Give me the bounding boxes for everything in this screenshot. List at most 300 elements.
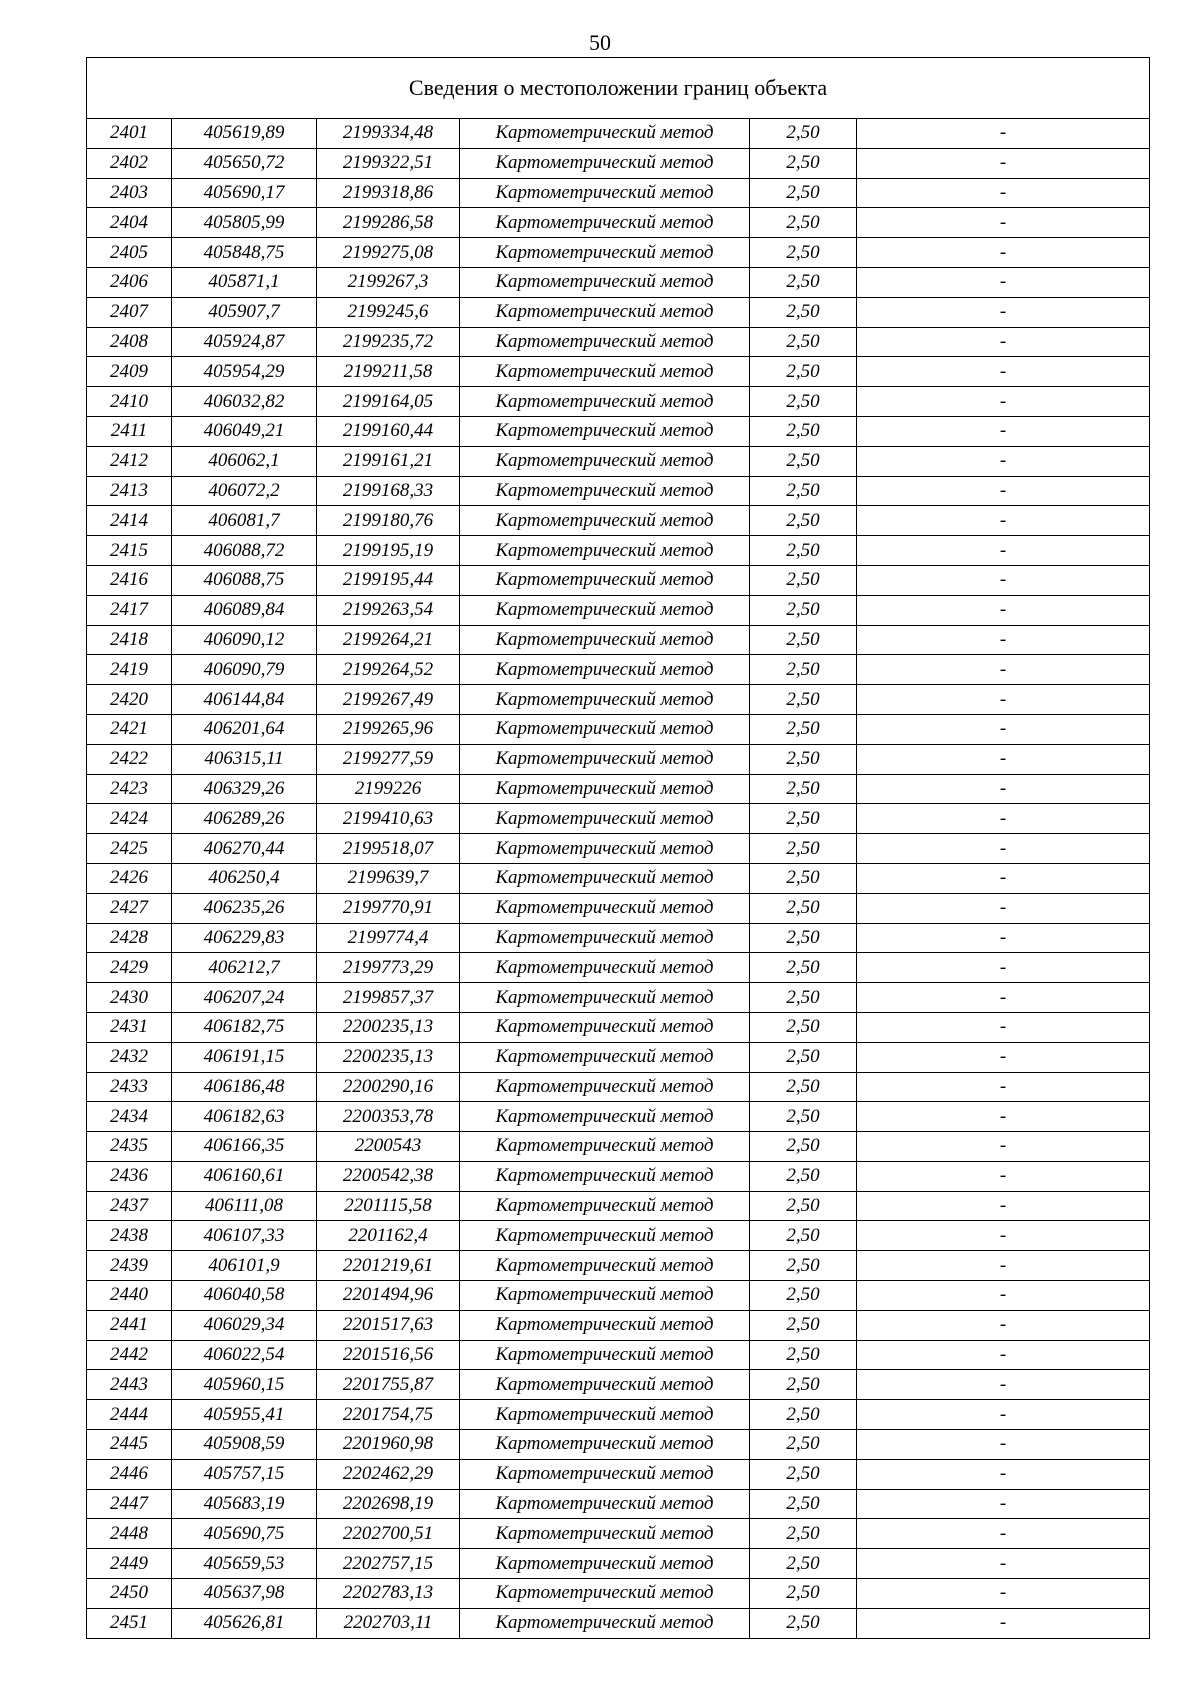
table-row — [87, 1132, 1150, 1162]
method-cell: Картометрический метод — [460, 1340, 750, 1370]
description-cell: - — [857, 1370, 1150, 1400]
y-coordinate-cell: 2201960,98 — [317, 1430, 460, 1460]
table-row — [87, 1072, 1150, 1102]
table-row — [87, 834, 1150, 864]
point-number-cell: 2437 — [87, 1191, 172, 1221]
table-row — [87, 1221, 1150, 1251]
table-row — [87, 416, 1150, 446]
x-coordinate-cell: 405908,59 — [172, 1430, 317, 1460]
point-number-cell: 2403 — [87, 178, 172, 208]
x-coordinate-cell: 406072,2 — [172, 476, 317, 506]
x-coordinate-cell: 406160,61 — [172, 1161, 317, 1191]
method-cell: Картометрический метод — [460, 208, 750, 238]
accuracy-cell: 2,50 — [750, 655, 857, 685]
point-number-cell: 2440 — [87, 1281, 172, 1311]
accuracy-cell: 2,50 — [750, 1161, 857, 1191]
table-row — [87, 1579, 1150, 1609]
description-cell: - — [857, 834, 1150, 864]
description-cell: - — [857, 714, 1150, 744]
x-coordinate-cell: 405690,17 — [172, 178, 317, 208]
point-number-cell: 2407 — [87, 297, 172, 327]
point-number-cell: 2401 — [87, 119, 172, 149]
description-cell: - — [857, 595, 1150, 625]
method-cell: Картометрический метод — [460, 119, 750, 149]
method-cell: Картометрический метод — [460, 506, 750, 536]
table-row — [87, 1608, 1150, 1638]
y-coordinate-cell: 2201162,4 — [317, 1221, 460, 1251]
y-coordinate-cell: 2199275,08 — [317, 238, 460, 268]
point-number-cell: 2410 — [87, 387, 172, 417]
point-number-cell: 2429 — [87, 953, 172, 983]
table-row — [87, 953, 1150, 983]
table-row — [87, 327, 1150, 357]
y-coordinate-cell: 2202700,51 — [317, 1519, 460, 1549]
x-coordinate-cell: 406049,21 — [172, 416, 317, 446]
y-coordinate-cell: 2199160,44 — [317, 416, 460, 446]
y-coordinate-cell: 2202462,29 — [317, 1459, 460, 1489]
point-number-cell: 2418 — [87, 625, 172, 655]
accuracy-cell: 2,50 — [750, 387, 857, 417]
table-row — [87, 1519, 1150, 1549]
x-coordinate-cell: 405805,99 — [172, 208, 317, 238]
y-coordinate-cell: 2200235,13 — [317, 1042, 460, 1072]
description-cell: - — [857, 1281, 1150, 1311]
accuracy-cell: 2,50 — [750, 238, 857, 268]
table-row — [87, 297, 1150, 327]
description-cell: - — [857, 1042, 1150, 1072]
x-coordinate-cell: 405690,75 — [172, 1519, 317, 1549]
table-row — [87, 506, 1150, 536]
method-cell: Картометрический метод — [460, 1489, 750, 1519]
accuracy-cell: 2,50 — [750, 357, 857, 387]
table-row — [87, 1430, 1150, 1460]
x-coordinate-cell: 405757,15 — [172, 1459, 317, 1489]
y-coordinate-cell: 2199226 — [317, 774, 460, 804]
point-number-cell: 2406 — [87, 267, 172, 297]
y-coordinate-cell: 2199639,7 — [317, 863, 460, 893]
description-cell: - — [857, 1459, 1150, 1489]
description-cell: - — [857, 1012, 1150, 1042]
method-cell: Картометрический метод — [460, 476, 750, 506]
accuracy-cell: 2,50 — [750, 1340, 857, 1370]
method-cell: Картометрический метод — [460, 1281, 750, 1311]
y-coordinate-cell: 2199161,21 — [317, 446, 460, 476]
x-coordinate-cell: 406315,11 — [172, 744, 317, 774]
y-coordinate-cell: 2199857,37 — [317, 983, 460, 1013]
description-cell: - — [857, 655, 1150, 685]
table-row — [87, 685, 1150, 715]
x-coordinate-cell: 406166,35 — [172, 1132, 317, 1162]
description-cell: - — [857, 774, 1150, 804]
y-coordinate-cell: 2200290,16 — [317, 1072, 460, 1102]
point-number-cell: 2445 — [87, 1430, 172, 1460]
table-row — [87, 655, 1150, 685]
accuracy-cell: 2,50 — [750, 744, 857, 774]
y-coordinate-cell: 2200543 — [317, 1132, 460, 1162]
point-number-cell: 2425 — [87, 834, 172, 864]
accuracy-cell: 2,50 — [750, 1072, 857, 1102]
method-cell: Картометрический метод — [460, 655, 750, 685]
boundary-coordinates-table — [86, 57, 1150, 1639]
x-coordinate-cell: 406182,63 — [172, 1102, 317, 1132]
method-cell: Картометрический метод — [460, 1549, 750, 1579]
x-coordinate-cell: 405683,19 — [172, 1489, 317, 1519]
method-cell: Картометрический метод — [460, 1430, 750, 1460]
table-row — [87, 1340, 1150, 1370]
method-cell: Картометрический метод — [460, 297, 750, 327]
x-coordinate-cell: 406089,84 — [172, 595, 317, 625]
method-cell: Картометрический метод — [460, 595, 750, 625]
method-cell: Картометрический метод — [460, 267, 750, 297]
x-coordinate-cell: 406062,1 — [172, 446, 317, 476]
method-cell: Картометрический метод — [460, 357, 750, 387]
description-cell: - — [857, 1549, 1150, 1579]
y-coordinate-cell: 2199264,52 — [317, 655, 460, 685]
method-cell: Картометрический метод — [460, 1608, 750, 1638]
description-cell: - — [857, 625, 1150, 655]
y-coordinate-cell: 2200353,78 — [317, 1102, 460, 1132]
description-cell: - — [857, 119, 1150, 149]
x-coordinate-cell: 406107,33 — [172, 1221, 317, 1251]
x-coordinate-cell: 406329,26 — [172, 774, 317, 804]
accuracy-cell: 2,50 — [750, 267, 857, 297]
description-cell: - — [857, 1489, 1150, 1519]
y-coordinate-cell: 2199286,58 — [317, 208, 460, 238]
x-coordinate-cell: 406186,48 — [172, 1072, 317, 1102]
table-row — [87, 1102, 1150, 1132]
description-cell: - — [857, 148, 1150, 178]
accuracy-cell: 2,50 — [750, 834, 857, 864]
accuracy-cell: 2,50 — [750, 1310, 857, 1340]
method-cell: Картометрический метод — [460, 714, 750, 744]
accuracy-cell: 2,50 — [750, 1519, 857, 1549]
method-cell: Картометрический метод — [460, 148, 750, 178]
accuracy-cell: 2,50 — [750, 714, 857, 744]
method-cell: Картометрический метод — [460, 1072, 750, 1102]
method-cell: Картометрический метод — [460, 565, 750, 595]
x-coordinate-cell: 406081,7 — [172, 506, 317, 536]
x-coordinate-cell: 405871,1 — [172, 267, 317, 297]
description-cell: - — [857, 178, 1150, 208]
description-cell: - — [857, 238, 1150, 268]
point-number-cell: 2428 — [87, 923, 172, 953]
table-row — [87, 923, 1150, 953]
method-cell: Картометрический метод — [460, 774, 750, 804]
accuracy-cell: 2,50 — [750, 565, 857, 595]
point-number-cell: 2416 — [87, 565, 172, 595]
accuracy-cell: 2,50 — [750, 506, 857, 536]
x-coordinate-cell: 405626,81 — [172, 1608, 317, 1638]
y-coordinate-cell: 2199168,33 — [317, 476, 460, 506]
method-cell: Картометрический метод — [460, 1132, 750, 1162]
description-cell: - — [857, 1340, 1150, 1370]
y-coordinate-cell: 2201754,75 — [317, 1400, 460, 1430]
description-cell: - — [857, 744, 1150, 774]
point-number-cell: 2439 — [87, 1251, 172, 1281]
method-cell: Картометрический метод — [460, 1400, 750, 1430]
description-cell: - — [857, 923, 1150, 953]
point-number-cell: 2417 — [87, 595, 172, 625]
accuracy-cell: 2,50 — [750, 923, 857, 953]
method-cell: Картометрический метод — [460, 1191, 750, 1221]
x-coordinate-cell: 406191,15 — [172, 1042, 317, 1072]
description-cell: - — [857, 506, 1150, 536]
method-cell: Картометрический метод — [460, 1042, 750, 1072]
table-row — [87, 1549, 1150, 1579]
description-cell: - — [857, 1161, 1150, 1191]
point-number-cell: 2442 — [87, 1340, 172, 1370]
x-coordinate-cell: 406270,44 — [172, 834, 317, 864]
table-row — [87, 714, 1150, 744]
method-cell: Картометрический метод — [460, 744, 750, 774]
point-number-cell: 2419 — [87, 655, 172, 685]
y-coordinate-cell: 2200542,38 — [317, 1161, 460, 1191]
point-number-cell: 2433 — [87, 1072, 172, 1102]
y-coordinate-cell: 2199518,07 — [317, 834, 460, 864]
method-cell: Картометрический метод — [460, 416, 750, 446]
accuracy-cell: 2,50 — [750, 327, 857, 357]
x-coordinate-cell: 405619,89 — [172, 119, 317, 149]
point-number-cell: 2411 — [87, 416, 172, 446]
accuracy-cell: 2,50 — [750, 893, 857, 923]
description-cell: - — [857, 357, 1150, 387]
accuracy-cell: 2,50 — [750, 1430, 857, 1460]
y-coordinate-cell: 2199774,4 — [317, 923, 460, 953]
y-coordinate-cell: 2199773,29 — [317, 953, 460, 983]
y-coordinate-cell: 2199211,58 — [317, 357, 460, 387]
point-number-cell: 2448 — [87, 1519, 172, 1549]
y-coordinate-cell: 2199322,51 — [317, 148, 460, 178]
table-row — [87, 119, 1150, 149]
x-coordinate-cell: 406250,4 — [172, 863, 317, 893]
y-coordinate-cell: 2199267,3 — [317, 267, 460, 297]
table-row — [87, 1161, 1150, 1191]
accuracy-cell: 2,50 — [750, 595, 857, 625]
description-cell: - — [857, 1579, 1150, 1609]
x-coordinate-cell: 405637,98 — [172, 1579, 317, 1609]
y-coordinate-cell: 2199334,48 — [317, 119, 460, 149]
table-row — [87, 625, 1150, 655]
description-cell: - — [857, 1072, 1150, 1102]
accuracy-cell: 2,50 — [750, 1191, 857, 1221]
x-coordinate-cell: 406032,82 — [172, 387, 317, 417]
table-row — [87, 476, 1150, 506]
description-cell: - — [857, 536, 1150, 566]
point-number-cell: 2422 — [87, 744, 172, 774]
description-cell: - — [857, 208, 1150, 238]
point-number-cell: 2420 — [87, 685, 172, 715]
accuracy-cell: 2,50 — [750, 804, 857, 834]
point-number-cell: 2409 — [87, 357, 172, 387]
method-cell: Картометрический метод — [460, 983, 750, 1013]
y-coordinate-cell: 2199235,72 — [317, 327, 460, 357]
y-coordinate-cell: 2201516,56 — [317, 1340, 460, 1370]
table-row — [87, 238, 1150, 268]
method-cell: Картометрический метод — [460, 893, 750, 923]
description-cell: - — [857, 565, 1150, 595]
accuracy-cell: 2,50 — [750, 953, 857, 983]
description-cell: - — [857, 416, 1150, 446]
point-number-cell: 2427 — [87, 893, 172, 923]
point-number-cell: 2421 — [87, 714, 172, 744]
y-coordinate-cell: 2201494,96 — [317, 1281, 460, 1311]
accuracy-cell: 2,50 — [750, 1549, 857, 1579]
description-cell: - — [857, 1310, 1150, 1340]
point-number-cell: 2435 — [87, 1132, 172, 1162]
table-row — [87, 148, 1150, 178]
point-number-cell: 2404 — [87, 208, 172, 238]
accuracy-cell: 2,50 — [750, 863, 857, 893]
table-row — [87, 1489, 1150, 1519]
description-cell: - — [857, 297, 1150, 327]
table-title: Сведения о местоположении границ объекта — [87, 58, 1150, 119]
point-number-cell: 2402 — [87, 148, 172, 178]
description-cell: - — [857, 953, 1150, 983]
point-number-cell: 2423 — [87, 774, 172, 804]
table-row — [87, 536, 1150, 566]
x-coordinate-cell: 405924,87 — [172, 327, 317, 357]
point-number-cell: 2415 — [87, 536, 172, 566]
table-row — [87, 565, 1150, 595]
point-number-cell: 2431 — [87, 1012, 172, 1042]
table-row — [87, 863, 1150, 893]
description-cell: - — [857, 1519, 1150, 1549]
table-row — [87, 357, 1150, 387]
method-cell: Картометрический метод — [460, 1161, 750, 1191]
x-coordinate-cell: 406111,08 — [172, 1191, 317, 1221]
table-row — [87, 178, 1150, 208]
point-number-cell: 2408 — [87, 327, 172, 357]
table-row — [87, 893, 1150, 923]
y-coordinate-cell: 2202703,11 — [317, 1608, 460, 1638]
y-coordinate-cell: 2199770,91 — [317, 893, 460, 923]
accuracy-cell: 2,50 — [750, 178, 857, 208]
description-cell: - — [857, 863, 1150, 893]
y-coordinate-cell: 2199318,86 — [317, 178, 460, 208]
method-cell: Картометрический метод — [460, 446, 750, 476]
table-row — [87, 744, 1150, 774]
method-cell: Картометрический метод — [460, 1310, 750, 1340]
accuracy-cell: 2,50 — [750, 1459, 857, 1489]
x-coordinate-cell: 405955,41 — [172, 1400, 317, 1430]
description-cell: - — [857, 446, 1150, 476]
x-coordinate-cell: 406144,84 — [172, 685, 317, 715]
point-number-cell: 2443 — [87, 1370, 172, 1400]
x-coordinate-cell: 405960,15 — [172, 1370, 317, 1400]
x-coordinate-cell: 406201,64 — [172, 714, 317, 744]
table-row — [87, 1191, 1150, 1221]
method-cell: Картометрический метод — [460, 625, 750, 655]
x-coordinate-cell: 406101,9 — [172, 1251, 317, 1281]
accuracy-cell: 2,50 — [750, 416, 857, 446]
x-coordinate-cell: 406088,75 — [172, 565, 317, 595]
accuracy-cell: 2,50 — [750, 1281, 857, 1311]
description-cell: - — [857, 893, 1150, 923]
point-number-cell: 2430 — [87, 983, 172, 1013]
x-coordinate-cell: 406207,24 — [172, 983, 317, 1013]
accuracy-cell: 2,50 — [750, 1042, 857, 1072]
y-coordinate-cell: 2201219,61 — [317, 1251, 460, 1281]
description-cell: - — [857, 327, 1150, 357]
accuracy-cell: 2,50 — [750, 1489, 857, 1519]
description-cell: - — [857, 1221, 1150, 1251]
x-coordinate-cell: 406022,54 — [172, 1340, 317, 1370]
x-coordinate-cell: 405907,7 — [172, 297, 317, 327]
method-cell: Картометрический метод — [460, 1251, 750, 1281]
table-row — [87, 1251, 1150, 1281]
y-coordinate-cell: 2201755,87 — [317, 1370, 460, 1400]
description-cell: - — [857, 685, 1150, 715]
y-coordinate-cell: 2199267,49 — [317, 685, 460, 715]
point-number-cell: 2449 — [87, 1549, 172, 1579]
x-coordinate-cell: 406040,58 — [172, 1281, 317, 1311]
point-number-cell: 2432 — [87, 1042, 172, 1072]
y-coordinate-cell: 2199264,21 — [317, 625, 460, 655]
description-cell: - — [857, 267, 1150, 297]
accuracy-cell: 2,50 — [750, 208, 857, 238]
point-number-cell: 2436 — [87, 1161, 172, 1191]
accuracy-cell: 2,50 — [750, 1221, 857, 1251]
method-cell: Картометрический метод — [460, 1579, 750, 1609]
point-number-cell: 2424 — [87, 804, 172, 834]
table-row — [87, 1042, 1150, 1072]
description-cell: - — [857, 1608, 1150, 1638]
method-cell: Картометрический метод — [460, 1459, 750, 1489]
point-number-cell: 2426 — [87, 863, 172, 893]
method-cell: Картометрический метод — [460, 1221, 750, 1251]
y-coordinate-cell: 2199195,44 — [317, 565, 460, 595]
x-coordinate-cell: 406235,26 — [172, 893, 317, 923]
point-number-cell: 2441 — [87, 1310, 172, 1340]
x-coordinate-cell: 406088,72 — [172, 536, 317, 566]
y-coordinate-cell: 2199180,76 — [317, 506, 460, 536]
table-row — [87, 387, 1150, 417]
table-row — [87, 983, 1150, 1013]
accuracy-cell: 2,50 — [750, 625, 857, 655]
accuracy-cell: 2,50 — [750, 1579, 857, 1609]
table-row — [87, 267, 1150, 297]
method-cell: Картометрический метод — [460, 685, 750, 715]
accuracy-cell: 2,50 — [750, 476, 857, 506]
y-coordinate-cell: 2199410,63 — [317, 804, 460, 834]
table-row — [87, 1281, 1150, 1311]
page-number: 50 — [589, 30, 611, 55]
method-cell: Картометрический метод — [460, 1102, 750, 1132]
point-number-cell: 2405 — [87, 238, 172, 268]
accuracy-cell: 2,50 — [750, 1132, 857, 1162]
method-cell: Картометрический метод — [460, 834, 750, 864]
method-cell: Картометрический метод — [460, 923, 750, 953]
y-coordinate-cell: 2202757,15 — [317, 1549, 460, 1579]
table-row — [87, 595, 1150, 625]
point-number-cell: 2450 — [87, 1579, 172, 1609]
x-coordinate-cell: 405659,53 — [172, 1549, 317, 1579]
table-title-row — [87, 58, 1150, 119]
x-coordinate-cell: 406212,7 — [172, 953, 317, 983]
point-number-cell: 2414 — [87, 506, 172, 536]
y-coordinate-cell: 2199277,59 — [317, 744, 460, 774]
x-coordinate-cell: 406289,26 — [172, 804, 317, 834]
description-cell: - — [857, 1132, 1150, 1162]
method-cell: Картометрический метод — [460, 953, 750, 983]
table-row — [87, 1459, 1150, 1489]
method-cell: Картометрический метод — [460, 804, 750, 834]
accuracy-cell: 2,50 — [750, 148, 857, 178]
y-coordinate-cell: 2199265,96 — [317, 714, 460, 744]
point-number-cell: 2444 — [87, 1400, 172, 1430]
table-row — [87, 1310, 1150, 1340]
point-number-cell: 2412 — [87, 446, 172, 476]
